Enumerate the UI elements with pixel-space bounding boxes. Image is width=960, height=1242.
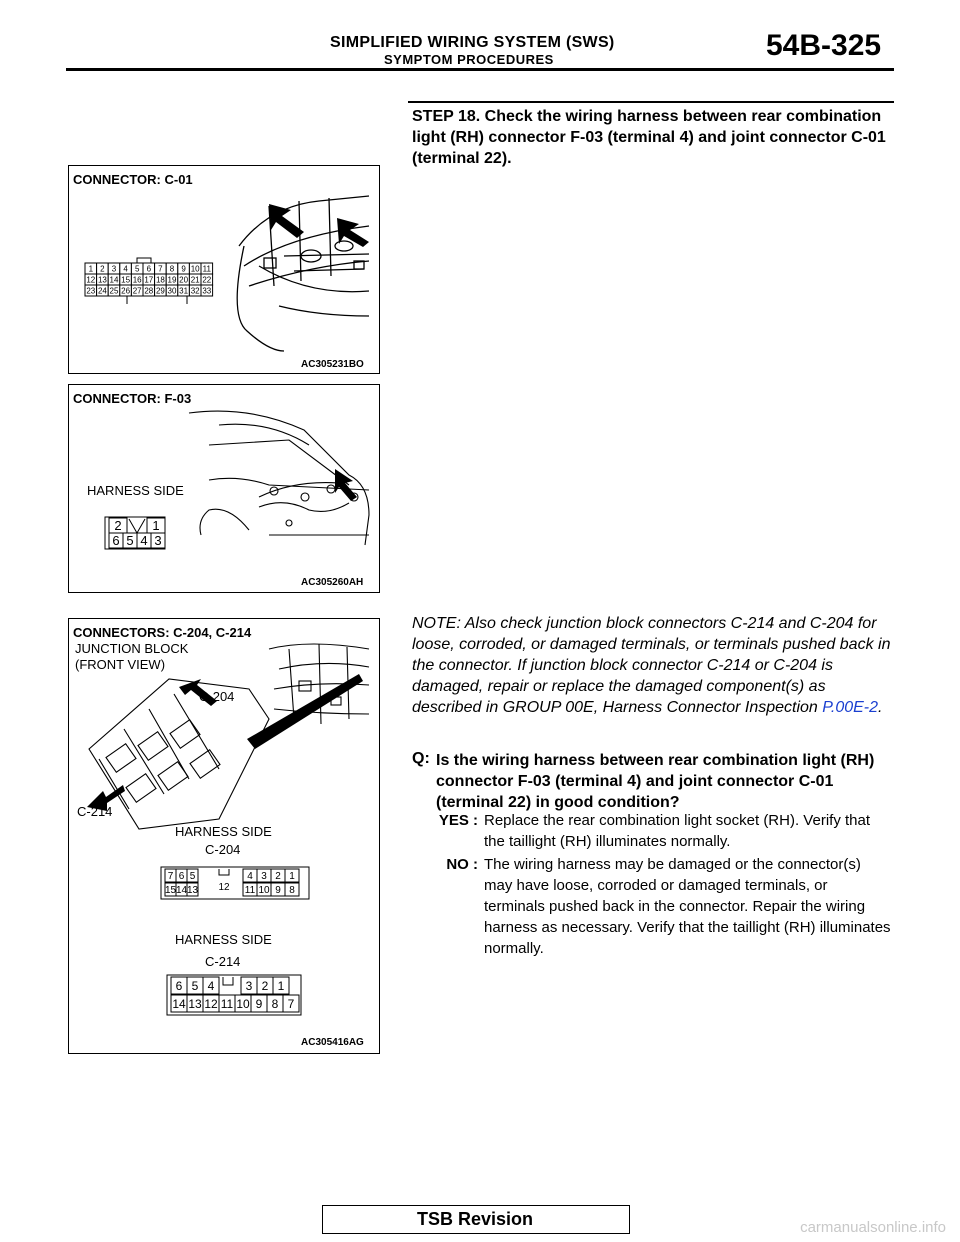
pin-number: 25 — [109, 286, 119, 296]
connector-outline — [137, 258, 151, 263]
figure-f03-code: AC305260AH — [301, 577, 364, 588]
answer-yes-text: Replace the rear combination light socket (RH). Verify that the taillight (RH) illuminates normally. — [484, 812, 871, 850]
watermark: carmanualsonline.info — [800, 1219, 946, 1236]
pin-number: 9 — [275, 885, 281, 897]
pin-number: 29 — [155, 286, 165, 296]
connector-c204-pinout — [161, 867, 309, 899]
figure-f03-title: CONNECTOR: F-03 — [73, 391, 192, 406]
pin-number: 1 — [152, 518, 160, 534]
pin-number: 5 — [126, 533, 134, 549]
pin-number: 10 — [236, 996, 250, 1011]
pin-number: 8 — [169, 264, 175, 274]
pin-number: 8 — [271, 996, 279, 1011]
connector-c01-illustration — [69, 166, 379, 373]
pin-number: 31 — [179, 286, 189, 296]
pin-number: 1 — [289, 871, 295, 883]
answer-no-text: The wiring harness may be damaged or the connector(s) may have loose, corroded or damaged terminals, or terminals pushed back in the connector. Repair the wiring harness as necessary. Verify that the taillight (RH) illuminates normally. — [484, 856, 891, 957]
figure-connectors-c204-c214 — [68, 618, 380, 1054]
c204-name-label: C-204 — [205, 842, 241, 857]
pin-number: 9 — [181, 264, 186, 274]
connector-outline — [219, 869, 229, 875]
pin-number: 6 — [146, 264, 152, 274]
pin-number: 2 — [100, 264, 105, 274]
figure-c01-title: CONNECTOR: C-01 — [73, 172, 193, 187]
header-rule — [66, 68, 894, 71]
pin-number: 3 — [111, 264, 117, 274]
section-title: SIMPLIFIED WIRING SYSTEM (SWS) — [330, 34, 615, 51]
pin-number: 7 — [167, 871, 174, 883]
figure-connector-f03 — [68, 384, 380, 593]
figure-f03-harness-label: HARNESS SIDE — [87, 483, 184, 498]
step-heading: STEP 18. Check the wiring harness between rear combination light (RH) connector F-03 (terminal 4) and joint connector C-01 (terminal 22). — [412, 108, 886, 167]
pin-number: 4 — [247, 871, 253, 883]
footer-tsb-revision: TSB Revision — [416, 1209, 534, 1229]
pin-number: 2 — [261, 978, 269, 993]
pin-number: 2 — [275, 871, 281, 883]
pin-number: 11 — [244, 885, 256, 897]
note-end: . — [878, 699, 883, 716]
page-number: 54B-325 — [766, 29, 882, 62]
pin-number: 12 — [218, 882, 230, 893]
pin-number: 14 — [175, 885, 188, 897]
pin-number: 27 — [132, 286, 142, 296]
pin-number: 13 — [186, 885, 199, 897]
pin-number: 21 — [190, 275, 200, 285]
pin-number: 19 — [167, 275, 177, 285]
connector-outline — [223, 977, 233, 985]
question-label: Q: — [412, 750, 430, 767]
pin-number: 6 — [112, 533, 120, 549]
pin-number: 8 — [289, 885, 295, 897]
pin-number: 12 — [204, 996, 218, 1011]
pin-number: 3 — [154, 533, 162, 549]
pin-number: 22 — [202, 275, 212, 285]
answer-no-label: NO : — [446, 856, 478, 873]
pin-number: 15 — [164, 885, 177, 897]
note-paragraph — [412, 613, 897, 718]
pin-number: 4 — [140, 533, 148, 549]
pin-number: 17 — [144, 275, 154, 285]
pin-number: 28 — [144, 286, 154, 296]
pin-number: 18 — [155, 275, 165, 285]
step-rule — [408, 101, 894, 103]
connector-outline — [127, 296, 187, 304]
connector-c214-pinout — [167, 975, 301, 1015]
pin-number: 3 — [245, 978, 253, 993]
pin-number: 13 — [97, 275, 107, 285]
pin-number: 14 — [172, 996, 186, 1011]
figure-c204-c214-title: CONNECTORS: C-204, C-214 — [73, 625, 252, 640]
pin-number: 23 — [86, 286, 96, 296]
pin-number: 12 — [86, 275, 96, 285]
pin-number: 20 — [179, 275, 189, 285]
connector-c01-pinout — [85, 258, 213, 304]
pin-number: 16 — [132, 275, 142, 285]
pin-number: 5 — [134, 264, 140, 274]
c214-harness-side-label: HARNESS SIDE — [175, 932, 272, 947]
pin-number: 14 — [109, 275, 119, 285]
callout-c214: C-214 — [77, 804, 113, 819]
pin-number: 11 — [220, 996, 234, 1011]
connector-f03-pinout — [105, 517, 165, 549]
question-text: Is the wiring harness between rear combination light (RH) connector F-03 (terminal 4) and joint connector C-01 (terminal 22) in good condition? — [436, 752, 875, 811]
pin-number: 10 — [190, 264, 200, 274]
note-link-p00e-2[interactable]: P.00E-2 — [822, 699, 879, 716]
pin-number: 10 — [258, 885, 270, 897]
pin-number: 6 — [178, 871, 185, 883]
figure-junction-block-label: JUNCTION BLOCK — [75, 641, 189, 656]
pin-number: 3 — [261, 871, 267, 883]
pin-number: 5 — [191, 978, 199, 993]
pin-number: 32 — [190, 286, 200, 296]
pin-number: 7 — [158, 264, 163, 274]
figure-connector-c01 — [68, 165, 380, 374]
pin-number: 15 — [121, 275, 131, 285]
figure-front-view-label: (FRONT VIEW) — [75, 657, 166, 672]
note-text: NOTE: Also check junction block connectors C-214 and C-204 for loose, corroded, or damaged terminals, or terminals pushed back in the connector. If junction block connector C-214 or C-204 is damaged, repair or replace the damaged component(s) as described in GROUP 00E, Harness Connector Inspection — [412, 615, 891, 716]
pin-number: 6 — [175, 978, 183, 993]
figure-c204-c214-code: AC305416AG — [301, 1037, 364, 1048]
section-subtitle: SYMPTOM PROCEDURES — [384, 52, 554, 67]
pin-number: 26 — [121, 286, 131, 296]
connector-outline — [129, 519, 145, 533]
pin-number: 13 — [188, 996, 202, 1011]
pin-number: 1 — [88, 264, 94, 274]
c214-name-label: C-214 — [205, 954, 241, 969]
pin-number: 33 — [202, 286, 212, 296]
pin-number: 4 — [207, 978, 215, 993]
pin-number: 5 — [189, 871, 196, 883]
pin-number: 9 — [255, 996, 263, 1011]
figure-c01-code: AC305231BO — [301, 359, 364, 370]
pin-number: 30 — [167, 286, 177, 296]
pin-number: 11 — [202, 264, 211, 274]
pin-number: 1 — [277, 978, 285, 993]
pin-number: 24 — [97, 286, 107, 296]
pin-number: 4 — [123, 264, 128, 274]
answer-yes-label: YES : — [438, 812, 478, 829]
c204-harness-side-label: HARNESS SIDE — [175, 824, 272, 839]
callout-c204: C-204 — [199, 689, 235, 704]
pin-number: 2 — [114, 518, 122, 534]
pin-number: 7 — [287, 996, 295, 1011]
